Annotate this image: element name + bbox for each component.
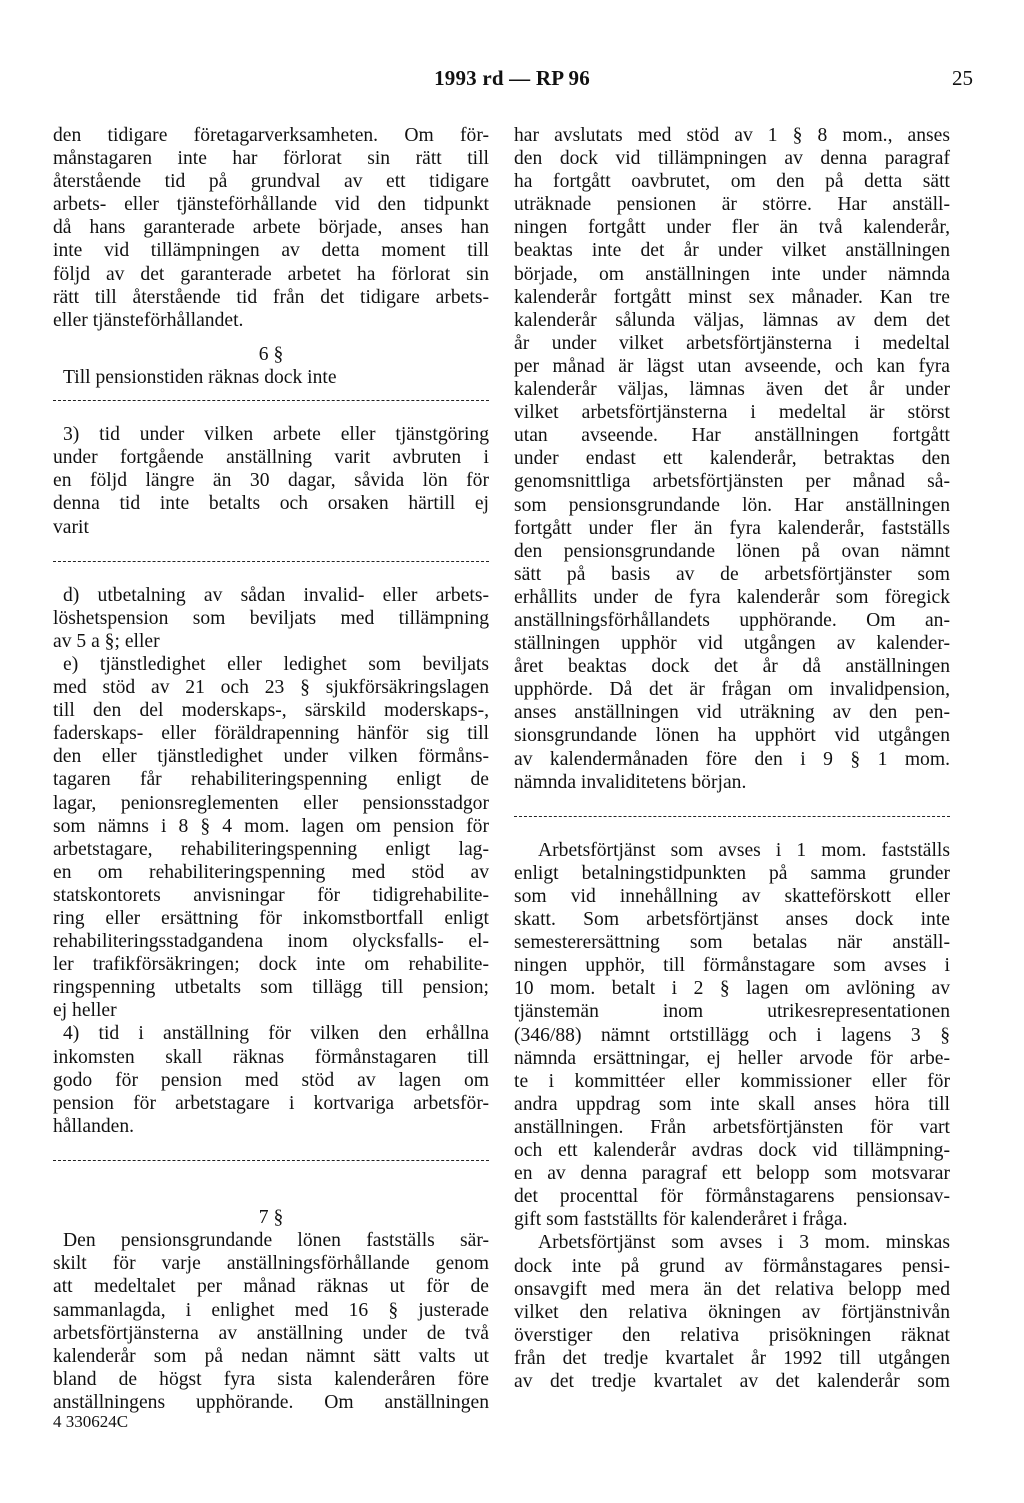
text-line: har avslutats med stöd av 1 § 8 mom., anses xyxy=(514,125,950,146)
text-line: ningen upphör, till förmånstagare som avses i xyxy=(514,955,950,977)
print-code: 4 330624C xyxy=(53,1412,129,1431)
text-line: anställningens upphörande. Om anställningen xyxy=(53,1391,489,1413)
text-line: nämnda ersättningar, ej heller arvode för arbe- xyxy=(514,1047,950,1069)
section-heading-6: 6 § xyxy=(258,343,284,365)
text-line: e) tjänstledighet eller ledighet som beviljats xyxy=(63,653,489,675)
text-line: ställningen upphör vid utgången av kalender- xyxy=(514,633,950,655)
text-line: kalenderår som på nedan nämnt sätt valts ut xyxy=(53,1345,489,1367)
text-line: uträknade pensionen är större. Har anställ- xyxy=(514,194,950,216)
text-line: den dock vid tillämpningen av denna paragraf xyxy=(514,148,950,170)
text-line: sätt på basis av de arbetsförtjänster som xyxy=(514,563,950,585)
text-line: av kalendermånaden före den i 9 § 1 mom. xyxy=(514,748,950,770)
text-line: dock inte på grund av förmånstagares pensi- xyxy=(514,1255,950,1277)
section-heading-7: 7 § xyxy=(258,1207,284,1229)
text-line: 10 mom. betalt i 2 § lagen om avlöning av xyxy=(514,978,950,1000)
text-line: pension för arbetstagare i kortvariga arbetsför- xyxy=(53,1092,489,1114)
paragraph-continuation xyxy=(53,124,489,332)
text-line: anses anställningen vid uträkning av den pen- xyxy=(514,702,950,724)
omission-dash-line xyxy=(53,389,489,412)
omission-dash-line xyxy=(514,805,950,828)
text-line: överstiger den relativa prisökningen räknat xyxy=(514,1324,950,1346)
text-line: och ett kalenderår avdras dock vid tillämpning- xyxy=(514,1140,950,1162)
text-line: rehabiliteringsstadgandena inom olycksfalls- el- xyxy=(53,931,489,953)
text-line: anställningen. Från arbetsförtjänsten för vart xyxy=(514,1116,950,1138)
text-line: onsavgift med mera än det relativa belopp med xyxy=(514,1278,950,1300)
text-line: kalenderår sålunda väljas, lämnas av dem det xyxy=(514,309,950,331)
text-line: löshetspension som beviljats med tillämpning xyxy=(53,607,489,629)
text-line: kalenderår fortgått minst sex månader. Kan tre xyxy=(514,286,950,308)
text-line: ring eller ersättning för inkomstbortfall enligt xyxy=(53,908,489,929)
text-line: ler trafikförsäkringen; dock inte om rehabilite- xyxy=(53,954,489,976)
text-line: Den pensionsgrundande lönen fastställs sär- xyxy=(63,1230,489,1252)
text-line: utan avseende. Har anställningen fortgått xyxy=(514,425,950,447)
item-e xyxy=(53,653,489,1023)
text-line: denna tid inte betalts och orsaken härtill ej xyxy=(53,493,489,515)
paragraph-1 xyxy=(514,124,950,794)
text-line: en av denna paragraf ett belopp som motsvarar xyxy=(514,1163,950,1185)
text-line: statskontorets anvisningar för tidigrehabilite- xyxy=(53,884,489,906)
omission-dash-line xyxy=(53,550,489,573)
text-line: semesterersättning som betalas när anställ- xyxy=(514,932,950,954)
text-line: lagar, penionsreglementen eller pensionsstadgor xyxy=(53,792,489,814)
text-line: som nämns i 8 § 4 mom. lagen om pension för xyxy=(53,815,489,837)
item-3 xyxy=(53,423,489,538)
item-d xyxy=(53,584,489,653)
text-line: återstående tid på grundval av ett tidigare xyxy=(53,171,489,193)
text-line: Arbetsförtjänst som avses i 3 mom. minskas xyxy=(538,1232,950,1254)
text-line: under fortgående anställning varit avbruten i xyxy=(53,447,489,469)
text-line: började, om anställningen inte under nämnda xyxy=(514,263,950,285)
text-line: tagaren får rehabiliteringspenning enligt de xyxy=(53,769,489,791)
text-line: av 5 a §; eller xyxy=(53,630,160,652)
page-number: 25 xyxy=(952,66,973,90)
text-line: arbetstagare, rehabiliteringspenning enligt lag- xyxy=(53,838,489,860)
section-7-body xyxy=(53,1229,489,1414)
text-line: den tidigare företagarverksamheten. Om för- xyxy=(53,125,489,146)
text-line: ringspenning utbetalts som tillägg till pension; xyxy=(53,977,489,999)
text-line: året beaktas dock det år då anställningen xyxy=(514,656,950,678)
text-line: sammanlagda, i enlighet med 16 § justerade xyxy=(53,1299,489,1321)
text-line: av det tredje kvartalet av det kalenderår som xyxy=(514,1370,950,1392)
text-line: 4) tid i anställning för vilken den erhållna xyxy=(63,1023,489,1045)
text-line: godo för pension med stöd av lagen om xyxy=(53,1069,489,1091)
text-line: sionsgrundande lönen ha upphört vid utgången xyxy=(514,725,950,747)
running-header-title: 1993 rd — RP 96 xyxy=(434,66,590,90)
text-line: genomsnittliga arbetsförtjänsten per månad så- xyxy=(514,471,950,493)
text-line: till den del moderskaps-, särskild moderskaps-, xyxy=(53,700,489,722)
text-line: under endast ett kalenderår, betraktas den xyxy=(514,448,950,470)
text-line: en följd längre än 30 dagar, såvida lön för xyxy=(53,470,489,492)
text-line: som vid innehållning av skatteförskott eller xyxy=(514,886,950,907)
text-line: gift som fastställts för kalenderåret i fråga. xyxy=(514,1209,848,1231)
text-line: arbets- eller tjänsteförhållande vid den tidpunkt xyxy=(53,194,489,216)
item-4 xyxy=(53,1022,489,1137)
text-line: följd av det garanterade arbetet ha förlorat sin xyxy=(53,263,489,285)
text-line: (346/88) nämnt ortstillägg och i lagens 3 § xyxy=(514,1024,950,1046)
text-line: ningen fortgått under fler än två kalenderår, xyxy=(514,217,950,239)
text-line: rätt till återstående tid från det tidigare arbets- xyxy=(53,286,489,308)
text-line: nämnda invaliditetens början. xyxy=(514,771,747,793)
text-line: från det tredje kvartalet år 1992 till utgången xyxy=(514,1347,950,1369)
text-line: inkomsten skall räknas förmånstagaren till xyxy=(53,1046,489,1068)
text-line: ej heller xyxy=(53,1000,117,1022)
text-line: månstagaren inte har förlorat sin rätt till xyxy=(53,148,489,170)
text-line: då hans garanterade arbete började, anses han xyxy=(53,217,489,239)
text-line: att medeltalet per månad räknas ut för de xyxy=(53,1276,489,1298)
text-line: enligt betalningstidpunkten på samma grunder xyxy=(514,862,950,884)
text-line: den pensionsgrundande lönen på ovan nämnt xyxy=(514,540,950,562)
text-line: faderskaps- eller föräldrapenning hänför sig till xyxy=(53,723,489,745)
omission-dash-line xyxy=(53,1149,489,1172)
text-line: ha fortgått oavbrutet, om den på detta sätt xyxy=(514,171,950,193)
text-line: varit xyxy=(53,516,89,538)
text-line: skatt. Som arbetsförtjänst anses dock inte xyxy=(514,909,950,931)
right-column xyxy=(514,124,950,1393)
text-line: vilket den relativa ökningen av förtjänstnivån xyxy=(514,1301,950,1323)
text-line: d) utbetalning av sådan invalid- eller arbets- xyxy=(63,584,489,606)
text-line: tjänstemän inom utrikesrepresentationen xyxy=(514,1001,950,1023)
text-line: hållanden. xyxy=(53,1115,135,1137)
text-line: andra uppdrag som inte skall anses höra till xyxy=(514,1093,950,1115)
text-line: 3) tid under vilken arbete eller tjänstgöring xyxy=(63,424,489,446)
text-line: bland de högst fyra sista kalenderåren före xyxy=(53,1368,489,1390)
text-line: te i kommittéer eller kommissioner eller för xyxy=(514,1070,950,1092)
text-line: en om rehabiliteringspenning med stöd av xyxy=(53,861,489,883)
paragraph-2 xyxy=(514,839,950,1232)
text-line: per månad är lägst utan avseende, och kan fyra xyxy=(514,355,950,377)
text-line: Arbetsförtjänst som avses i 1 mom. fastställs xyxy=(538,839,950,861)
text-line: med stöd av 21 och 23 § sjukförsäkringslagen xyxy=(53,677,489,699)
text-line: inte vid tillämpningen av detta moment till xyxy=(53,240,489,262)
text-line: upphörde. Då det är frågan om invalidpension, xyxy=(514,679,950,701)
text-line: erhållits under de fyra kalenderår som föregick xyxy=(514,586,950,608)
text-line: kalenderår väljas, lämnas även det år under xyxy=(514,379,950,401)
text-line: anställningsförhållandets upphörande. Om an- xyxy=(514,609,950,631)
text-line: beaktas inte det år under vilket anställningen xyxy=(514,240,950,262)
section-intro: Till pensionstiden räknas dock inte xyxy=(63,366,337,388)
text-line: arbetsförtjänsterna av anställning under de två xyxy=(53,1322,489,1344)
text-line: år under vilket arbetsförtjänsterna i medeltal xyxy=(514,332,950,354)
text-line: vilket arbetsförtjänsterna i medeltal är störst xyxy=(514,402,950,424)
paragraph-3 xyxy=(514,1231,950,1393)
left-column xyxy=(53,124,489,1414)
text-line: den eller tjänstledighet under vilken förmåns- xyxy=(53,746,489,768)
text-line: som pensionsgrundande lön. Har anställningen xyxy=(514,494,950,516)
text-line: det procenttal för förmånstagarens pensionsav- xyxy=(514,1186,950,1208)
text-line: eller tjänsteförhållandet. xyxy=(53,309,244,331)
text-line: fortgått under fler än fyra kalenderår, fastställs xyxy=(514,517,950,539)
text-line: skilt för varje anställningsförhållande genom xyxy=(53,1253,489,1275)
